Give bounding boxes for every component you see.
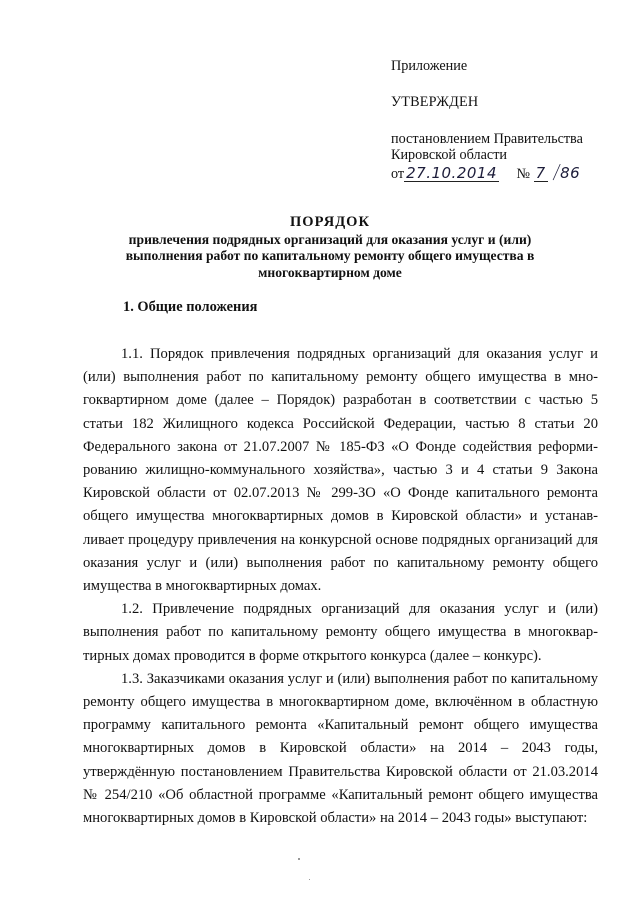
title-line: многоквартирном доме (258, 264, 402, 280)
handwritten-number-part1: 7 (535, 164, 546, 182)
document-title: ПОРЯДОК (290, 214, 370, 230)
date-prefix: от (391, 166, 405, 182)
approved-label: УТВЕРЖДЕН (391, 94, 479, 110)
handwritten-date: 27.10.2014 (406, 164, 497, 182)
appendix-label: Приложение (391, 58, 468, 74)
slash-mark-icon: / (551, 159, 562, 187)
title-line: выполнения работ по капитальному ремонту общего имущества в (125, 248, 535, 263)
title-line: привлечения подрядных организаций для оказания услуг и (или) (128, 231, 532, 247)
paragraph-1-2: 1.2. Привлечение подрядных организаций для оказания услуг и (или) выполнения работ по капитальному ремонту общего имущества в многоквартирных домах проводится в форме открытого конкурса (далее – конкурс). (83, 601, 598, 664)
number-prefix: № (516, 166, 531, 182)
document-title-block (110, 214, 550, 281)
approved-region-line: Кировской области (391, 147, 507, 163)
paragraph-1-1: 1.1. Порядок привлечения подрядных организаций для оказания услуг и (или) выполнения работ по капитальному ремонту общего имущества в многоквартирном доме (далее – Порядок) разработан в соответствии с частью 5 статьи 182 Жилищного кодекса Российской Федерации, частью 8 статьи 20 Федерального закона от 21.07.2007 № 185-ФЗ «О Фонде содействия реформированию жилищно-коммунального хозяйства», частью 3 и 4 статьи 9 Закона Кировской области от 02.07.2013 № 299-ЗО «О Фонде капитального ремонта общего имущества многоквартирных домов в Кировской области» и устанавливает процедуру привлечения на конкурсной основе подрядных организаций для оказания услуг и (или) выполнения работ по капитальному ремонту общего имущества в многоквартирных домах. (83, 346, 598, 595)
handwritten-number-part2: 86 (560, 164, 581, 182)
approval-date-line (391, 159, 621, 187)
paragraph-1-3: 1.3. Заказчиками оказания услуг и (или) выполнения работ по капитальному ремонту общего имущества в многоквартирном доме, включённом в областную программу капитального ремонта «Капитальный ремонт общего имущества многоквартирных домов в Кировской области» на 2014 – 2043 годы, утверждённую постановлением Правительства Кировской области от 21.03.2014 № 254/210 «Об областной программе «Капитальный ремонт общего имущества многоквартирных домов в Кировской области» на 2014 – 2043 годы» выступают: (83, 670, 598, 827)
approved-by-line: постановлением Правительства (391, 131, 583, 147)
body-text (83, 343, 598, 830)
scan-speck (309, 879, 310, 880)
section-heading: 1. Общие положения (123, 299, 258, 315)
scan-speck (298, 858, 300, 860)
approval-block (391, 58, 621, 185)
